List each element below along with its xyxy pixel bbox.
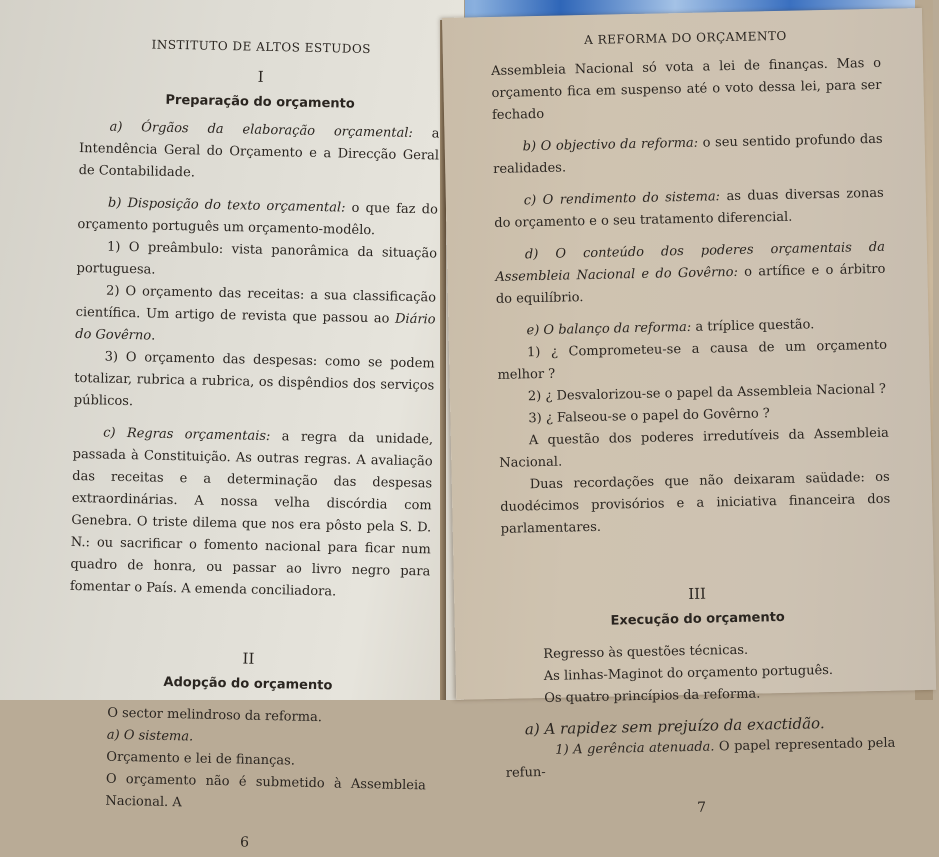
item-label: c) O rendimento do sistema:: [523, 189, 721, 209]
item-label: a) Órgãos da elaboração orçamental:: [109, 119, 414, 141]
question-item: 1) ¿ Comprometeu-se a causa de um orçamento melhor ?: [497, 337, 888, 383]
item-text: a tríplice questão.: [691, 317, 815, 335]
item-text: o artífice e o árbitro do equilíbrio.: [495, 261, 886, 307]
right-page-text: [490, 9, 897, 823]
page-number: 7: [696, 799, 707, 816]
paragraph-c: [494, 183, 885, 235]
paragraph-d: [495, 237, 886, 311]
item-label: d) O conteúdo dos poderes orçamentais da Assembleia Nacional e do Govêrno:: [495, 239, 886, 285]
paragraph: Duas recordações que não deixaram saüdade: os duodécimos provisórios e a iniciativa financeira dos parlamentares.: [500, 469, 891, 537]
item-text: as duas diversas zonas do orçamento e o seu tratamento diferencial.: [494, 185, 884, 231]
item-label: b) O objectivo da reforma:: [522, 135, 699, 155]
paragraph-b: [493, 129, 884, 181]
left-page-text: [64, 10, 442, 857]
section-lines: [65, 702, 427, 820]
section-title: Execução do orçamento: [610, 609, 785, 629]
section-numeral: III: [688, 584, 707, 603]
text-line: Regresso às questões técnicas.: [543, 642, 749, 663]
page-number: 6: [239, 834, 250, 851]
paragraph: A questão dos poderes irredutíveis da Assembleia Nacional.: [499, 425, 889, 471]
paragraph-c: [70, 422, 434, 606]
item-text: a Intendência Geral do Orçamento e a Direcção Geral de Contabilidade.: [78, 125, 440, 181]
item-label: c) Regras orçamentais:: [102, 425, 271, 445]
section-title: Preparação do orçamento: [165, 92, 355, 112]
section-numeral: I: [257, 67, 264, 86]
item-label: b) Disposição do texto orçamental:: [107, 195, 346, 216]
paragraph-b: [77, 192, 438, 244]
right-page: [442, 8, 936, 816]
item-text: O papel representado pela refun-: [505, 735, 896, 781]
continuation-paragraph: Assembleia Nacional só vota a lei de finanças. Mas o orçamento fica em suspenso até o voto dessa lei, para ser fechado: [490, 55, 882, 123]
item-label: e) O balanço da reforma:: [526, 319, 692, 339]
text-line: Orçamento e lei de finanças.: [106, 749, 296, 769]
item-emphasis: Diário do Govêrno: [75, 311, 436, 344]
item-text: a regra da unidade, passada à Constituição. As outras regras. A avaliação das receitas e a determinação das despesas extraordinárias. A nossa velha discórdia com Genebra. O triste dilema que nos era pôsto pela S. D. N.: ou sacrificar o fomento nacional para ficar num quadro de honra, ou passar ao livro negro para fomentar o País. A emenda conciliadora.: [69, 429, 434, 600]
text-line: Os quatro princípios da reforma.: [544, 686, 761, 707]
list-item: [75, 280, 436, 354]
text-line: O orçamento não é submetido à Assembleia Nacional. A: [105, 771, 426, 811]
item-text: o seu sentido profundo das realidades.: [493, 131, 883, 177]
list-item: 3) O orçamento das despesas: como se podem totalizar, rubrica a rubrica, os dispêndios dos serviços públicos.: [73, 349, 435, 410]
question-item: 2) ¿ Desvalorizou-se o papel da Assembleia Nacional ?: [527, 381, 887, 405]
left-page: [0, 0, 465, 851]
paragraph: [505, 733, 896, 785]
text-line: O sector melindroso da reforma.: [107, 705, 323, 726]
item-label: 1) A gerência atenuada.: [555, 739, 715, 758]
question-item: 3) ¿ Falseou-se o papel do Govêrno ?: [528, 406, 770, 427]
item-text: 2) O orçamento das receitas: a sua classificação científica. Um artigo de revista que passou ao: [75, 283, 437, 327]
text-line: a) O sistema.: [106, 727, 194, 745]
section-lines: [503, 637, 894, 711]
section-numeral: II: [242, 649, 255, 668]
item-text: o que faz do orçamento português um orçamento-modêlo.: [77, 200, 439, 239]
running-head: INSTITUTO DE ALTOS ESTUDOS: [151, 37, 372, 57]
paragraph-a: [78, 116, 439, 190]
section-title: Adopção do orçamento: [163, 674, 333, 694]
list-item: 1) O preâmbulo: vista panorâmica da situação portuguesa.: [76, 239, 438, 278]
text-line: As linhas-Maginot do orçamento português.: [543, 662, 834, 685]
item-text: .: [150, 328, 156, 344]
running-head: A REFORMA DO ORÇAMENTO: [584, 28, 787, 48]
subsection-heading: a) A rapidez sem prejuízo da exactidão.: [524, 714, 825, 739]
